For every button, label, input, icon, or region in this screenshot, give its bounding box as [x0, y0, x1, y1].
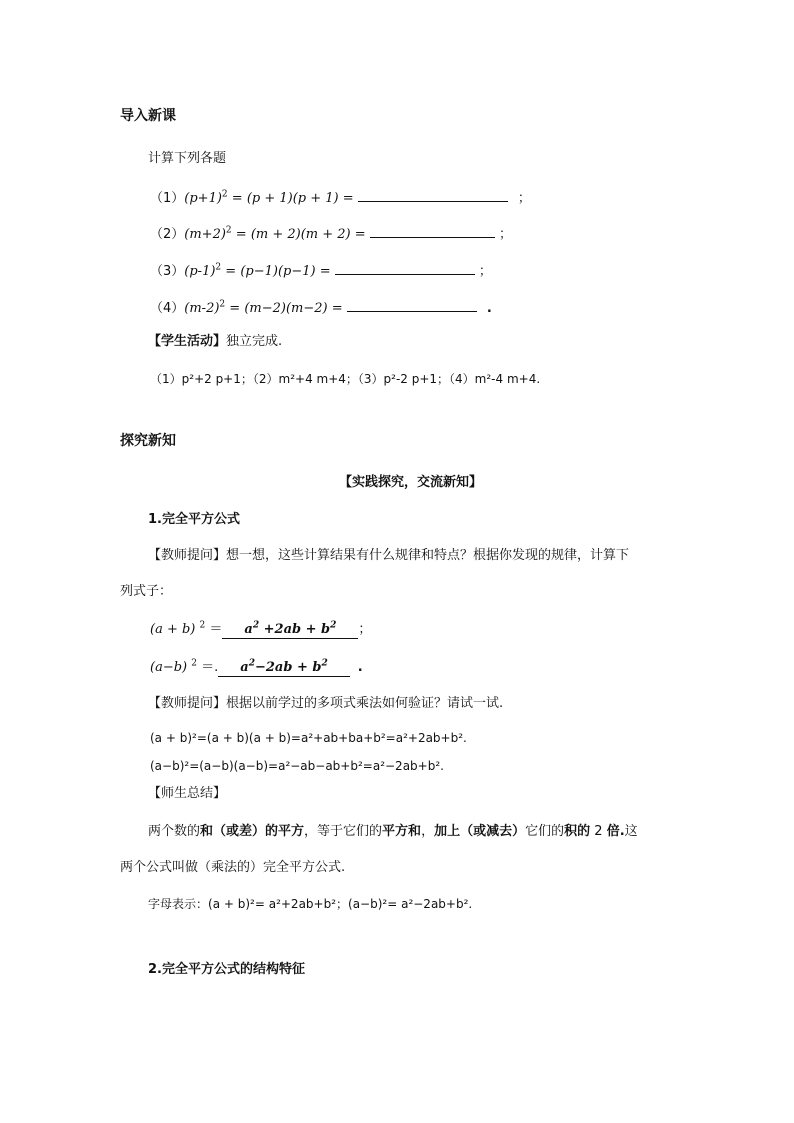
answer-blank[interactable] — [347, 297, 477, 312]
explore-subtitle: 【实践探究，交流新知】 — [339, 475, 483, 490]
item-expansion: = (m + 2)(m + 2) = — [235, 227, 366, 242]
teacher-question-2 — [148, 695, 503, 713]
formula-left: (a−b) — [150, 660, 188, 675]
section-title-explore: 探究新知 — [120, 433, 176, 449]
formula-equals: ＝ — [209, 622, 223, 637]
teacher-text: 根据以前学过的多项式乘法如何验证？请试一试. — [226, 696, 504, 711]
item-expression: (p-1) — [184, 264, 216, 279]
formula-equals: ＝. — [201, 660, 219, 675]
intro-answers: （1）p²+2 p+1；（2）m²+4 m+4；（3）p²-2 p+1；（4）m²-4 m+4. — [150, 372, 541, 386]
formula-answer: $a^2-2ab + b^2$ — [218, 660, 349, 677]
activity-text: 独立完成. — [226, 334, 283, 349]
teacher-question-1 — [148, 547, 629, 565]
summary-text: 它们的 — [525, 824, 565, 839]
summary-text: ， — [421, 824, 435, 839]
item-expansion: = (p + 1)(p + 1) = — [231, 191, 354, 206]
item-end: . — [486, 301, 492, 316]
item-number: （3） — [150, 264, 185, 279]
formula-answer: $a^2 +2ab + b^2$ — [222, 622, 358, 639]
letters-formula: (a + b)²= a²+2ab+b²；(a−b)²= a²−2ab+b². — [208, 897, 473, 911]
student-activity — [148, 333, 282, 351]
item-expression: (m-2) — [184, 301, 220, 316]
square-exponent: 2 — [215, 262, 222, 273]
item-end: ； — [517, 191, 531, 206]
teacher-label: 【教师提问】 — [148, 696, 227, 711]
summary-emphasis: 倍. — [606, 824, 625, 839]
formula-end: . — [357, 660, 363, 675]
intro-item-1 — [150, 187, 531, 208]
summary-line-1 — [148, 823, 638, 841]
square-exponent: 2 — [219, 299, 226, 310]
summary-text: ，等于它们的 — [304, 824, 383, 839]
formula-diff-square — [150, 659, 363, 677]
summary-emphasis: 积的 — [564, 824, 591, 839]
answer-blank[interactable] — [335, 260, 475, 275]
square-exponent: 2 — [191, 658, 197, 669]
intro-prompt: 计算下列各题 — [148, 151, 227, 166]
summary-line-2: 两个公式叫做（乘法的）完全平方公式. — [120, 860, 346, 875]
intro-item-4 — [150, 297, 492, 318]
teacher-text: 想一想，这些计算结果有什么规律和特点？根据你发现的规律，计算下 — [226, 548, 630, 563]
activity-label: 【学生活动】 — [148, 334, 227, 349]
point2-title: 2.完全平方公式的结构特征 — [148, 962, 305, 977]
item-expansion: = (m−2)(m−2) = — [229, 301, 343, 316]
summary-emphasis: 平方和 — [382, 824, 422, 839]
item-number: （4） — [150, 301, 185, 316]
section-title-intro: 导入新课 — [120, 108, 176, 124]
item-end: ； — [478, 264, 492, 279]
item-number: （2） — [150, 227, 185, 242]
square-exponent: 2 — [225, 225, 232, 236]
verify-sum: (a + b)²=(a + b)(a + b)=a²+ab+ba+b²=a²+2ab+b². — [150, 731, 467, 745]
answer-blank[interactable] — [370, 223, 495, 238]
teacher-label: 【教师提问】 — [148, 548, 227, 563]
intro-item-2 — [150, 223, 512, 244]
summary-text: 两个数的 — [148, 824, 201, 839]
square-exponent: 2 — [221, 189, 228, 200]
summary-text: 这 — [624, 824, 638, 839]
formula-left: (a + b) — [150, 622, 196, 637]
summary-emphasis: 加上（或减去） — [434, 824, 526, 839]
item-expression: (p+1) — [184, 191, 222, 206]
summary-label: 【师生总结】 — [148, 786, 227, 801]
summary-number: 2 — [594, 824, 603, 839]
formula-sum-square — [150, 621, 371, 639]
summary-emphasis: 和（或差）的平方 — [200, 824, 305, 839]
letter-representation — [148, 895, 472, 914]
formula-end: ； — [358, 622, 372, 637]
square-exponent: 2 — [199, 620, 206, 631]
item-end: ； — [498, 227, 512, 242]
item-expression: (m+2) — [184, 227, 226, 242]
point1-title: 1.完全平方公式 — [148, 512, 240, 527]
item-expansion: = (p−1)(p−1) = — [225, 264, 331, 279]
verify-diff: (a−b)²=(a−b)(a−b)=a²−ab−ab+b²=a²−2ab+b². — [150, 759, 444, 773]
answer-blank[interactable] — [358, 187, 508, 202]
teacher-question-1-cont: 列式子： — [120, 584, 173, 599]
item-number: （1） — [150, 191, 185, 206]
intro-item-3 — [150, 260, 492, 281]
letters-label: 字母表示： — [148, 897, 209, 911]
